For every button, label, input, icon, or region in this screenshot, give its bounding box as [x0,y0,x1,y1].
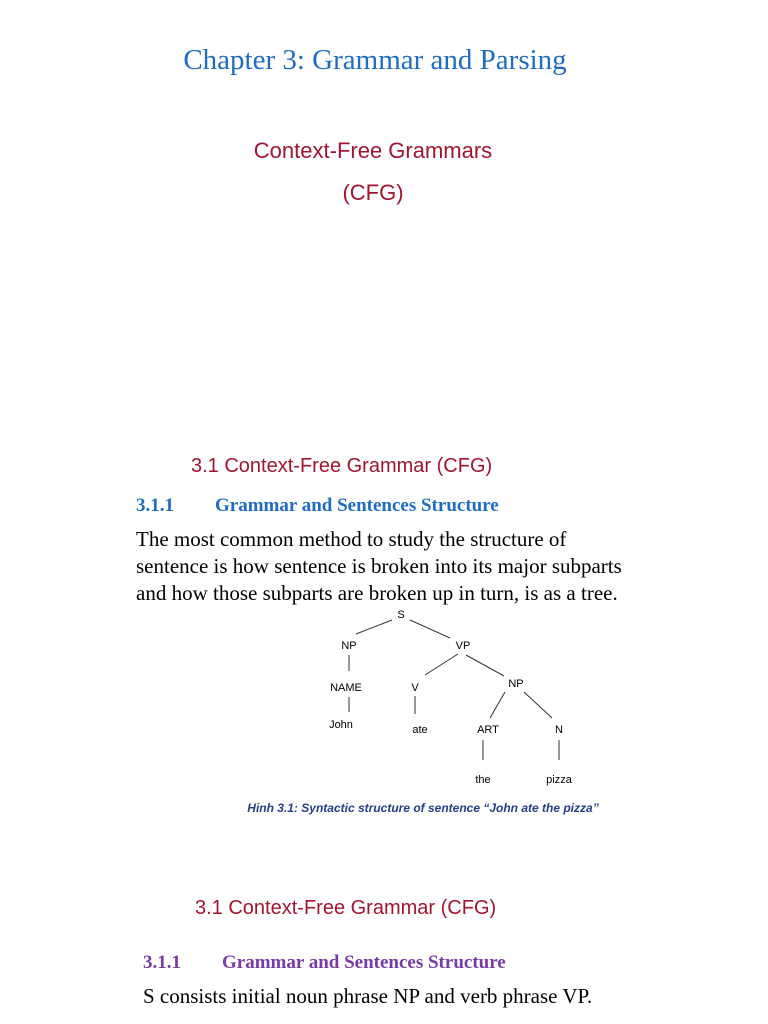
paragraph-tree-intro: The most common method to study the structure of sentence is how sentence is broken into its major subparts and how those subparts are broken up in turn, is as a tree. [136,527,622,605]
subsection-title: Grammar and Sentences Structure [215,495,499,516]
tree-node-np: NP [341,640,357,652]
tree-edge [425,654,458,675]
syntax-tree-diagram [270,600,610,795]
cfg-title-line1: Context-Free Grammars [253,138,493,163]
tree-edge [524,692,552,718]
chapter-title: Chapter 3: Grammar and Parsing [183,44,567,76]
tree-leaf-ate: ate [412,724,428,736]
section-title-repeat: 3.1 Context-Free Grammar (CFG) [195,897,497,919]
tree-node-np2: NP [508,678,524,690]
tree-edge [490,692,505,718]
tree-leaf-pizza: pizza [546,774,572,786]
cfg-title-line2: (CFG) [342,180,404,205]
tree-leaf-the: the [475,774,491,786]
section-title: 3.1 Context-Free Grammar (CFG) [191,455,493,477]
tree-edge [356,620,392,634]
tree-node-s: S [397,609,405,621]
subsection-number: 3.1.1 [143,952,181,973]
paragraph-s-consists: S consists initial noun phrase NP and verb phrase VP. [143,984,593,1008]
tree-node-vp: VP [455,640,471,652]
tree-edge [466,655,504,676]
tree-edge [410,620,450,638]
tree-node-n: N [555,724,563,736]
subsection-title: Grammar and Sentences Structure [222,952,506,973]
figure-caption: Hinh 3.1: Syntactic structure of sentence “John ate the pizza” [247,801,599,815]
tree-node-v: V [411,682,419,694]
tree-node-art: ART [477,724,499,736]
subsection-heading [136,495,499,517]
subsection-number: 3.1.1 [136,495,174,516]
tree-leaf-john: John [329,719,353,731]
tree-node-name: NAME [330,682,362,694]
subsection-heading-repeat [143,952,506,974]
